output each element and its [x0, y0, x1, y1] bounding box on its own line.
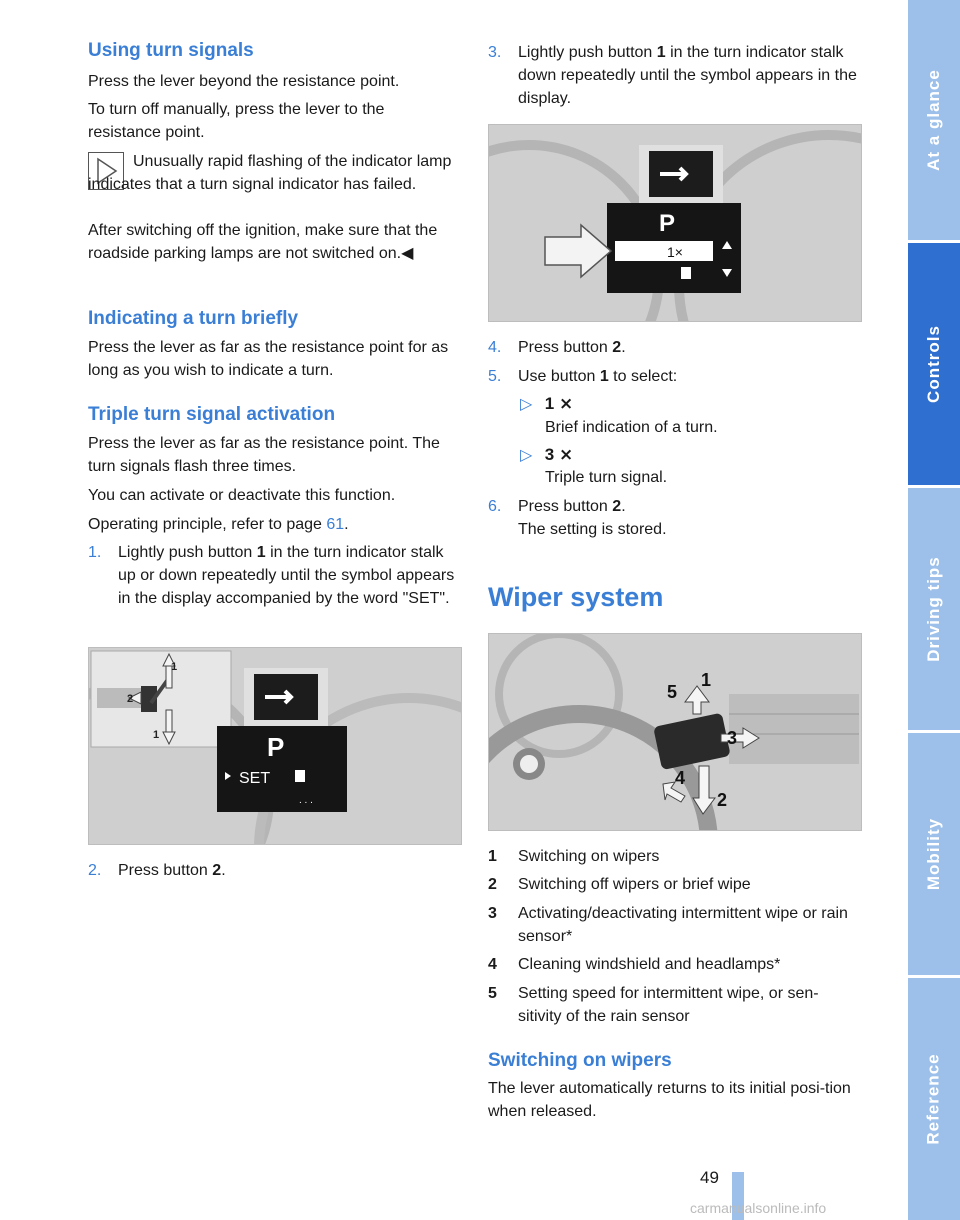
tab-mobility[interactable]: Mobility [908, 733, 960, 975]
wiper-figure [488, 633, 862, 831]
footer-watermark: carmanualsonline.info [690, 1200, 827, 1216]
display-value: 1× [667, 244, 683, 260]
callout-2: 2 [717, 790, 728, 810]
callout-1: 1 [701, 670, 712, 690]
callout-3: 3 [727, 728, 738, 748]
page-number: 49 [700, 1168, 719, 1187]
tab-at-a-glance[interactable]: At a glance [908, 0, 960, 240]
option-1-symbol: 1 ⨯ [544, 394, 574, 413]
callout-4: 4 [675, 768, 686, 788]
heading-switching-on-wipers: Switching on wipers [488, 1050, 672, 1071]
option-2-symbol: 3 ⨯ [544, 445, 574, 464]
note-text-parking: After switching off the ignition, make sure that the roadside parking lamps are not switched on.◀ [88, 222, 438, 262]
step-3: 3. Lightly push button 1 in the turn indicator stalk down repeatedly until the symbol appears in the display. [488, 44, 857, 107]
option-2 [520, 443, 573, 467]
note-text: Unusually rapid flashing of the indicator lamp indicates that a turn signal indicator has failed. [88, 153, 452, 193]
svg-text:2: 2 [127, 693, 134, 705]
heading-using-turn-signals: Using turn signals [88, 40, 254, 61]
svg-text:P: P [659, 210, 676, 237]
step-5: 5. Use button 1 to select: [488, 368, 678, 385]
svg-text:P: P [267, 732, 285, 762]
display-select-figure [488, 124, 862, 322]
text-press-lever: Press the lever beyond the resistance point. [88, 73, 400, 90]
svg-text:. . .: . . . [299, 795, 313, 806]
text-brief: Press the lever as far as the resistance point for as long as you wish to indicate a turn. [88, 339, 449, 379]
option-2-text: Triple turn signal. [545, 469, 668, 486]
callout-5: 5 [667, 682, 678, 702]
svg-text:1: 1 [153, 729, 160, 741]
tab-driving-tips[interactable]: Driving tips [908, 488, 960, 730]
heading-wiper-system: Wiper system [488, 582, 664, 612]
text-activate: You can activate or deactivate this function. [88, 487, 396, 504]
end-mark: ◀ [401, 245, 414, 262]
text-lever-returns: The lever automatically returns to its initial posi-tion when released. [488, 1080, 851, 1120]
bullet-arrow-icon: ▷ [520, 396, 533, 413]
text-turn-off: To turn off manually, press the lever to the resistance point. [88, 101, 385, 141]
tab-controls[interactable]: Controls [908, 243, 960, 485]
bullet-arrow-icon: ▷ [520, 447, 533, 464]
display-set-text: SET [239, 770, 271, 787]
heading-triple-turn: Triple turn signal activation [88, 404, 336, 425]
text-operating-principle: Operating principle, refer to page 61. [88, 516, 349, 533]
step-4: 4. Press button 2. [488, 339, 626, 356]
step-1: 1. Lightly push button 1 in the turn indicator stalk up or down repeatedly until the symbol appears in the display accompanied by the word "SET". [88, 544, 455, 607]
heading-indicating-briefly: Indicating a turn briefly [88, 308, 299, 329]
option-1 [520, 392, 573, 416]
text-triple: Press the lever as far as the resistance point. The turn signals flash three times. [88, 435, 440, 475]
chapter-sidebar [908, 0, 960, 1220]
step-2: 2. Press button 2. [88, 862, 226, 879]
step-6: 6. Press button 2. The setting is stored. [488, 498, 667, 538]
tab-reference[interactable]: Reference [908, 978, 960, 1220]
svg-text:1: 1 [171, 661, 178, 673]
option-1-text: Brief indication of a turn. [545, 419, 718, 436]
turn-signal-figure [88, 647, 462, 845]
page-link-61[interactable]: 61 [326, 516, 345, 533]
